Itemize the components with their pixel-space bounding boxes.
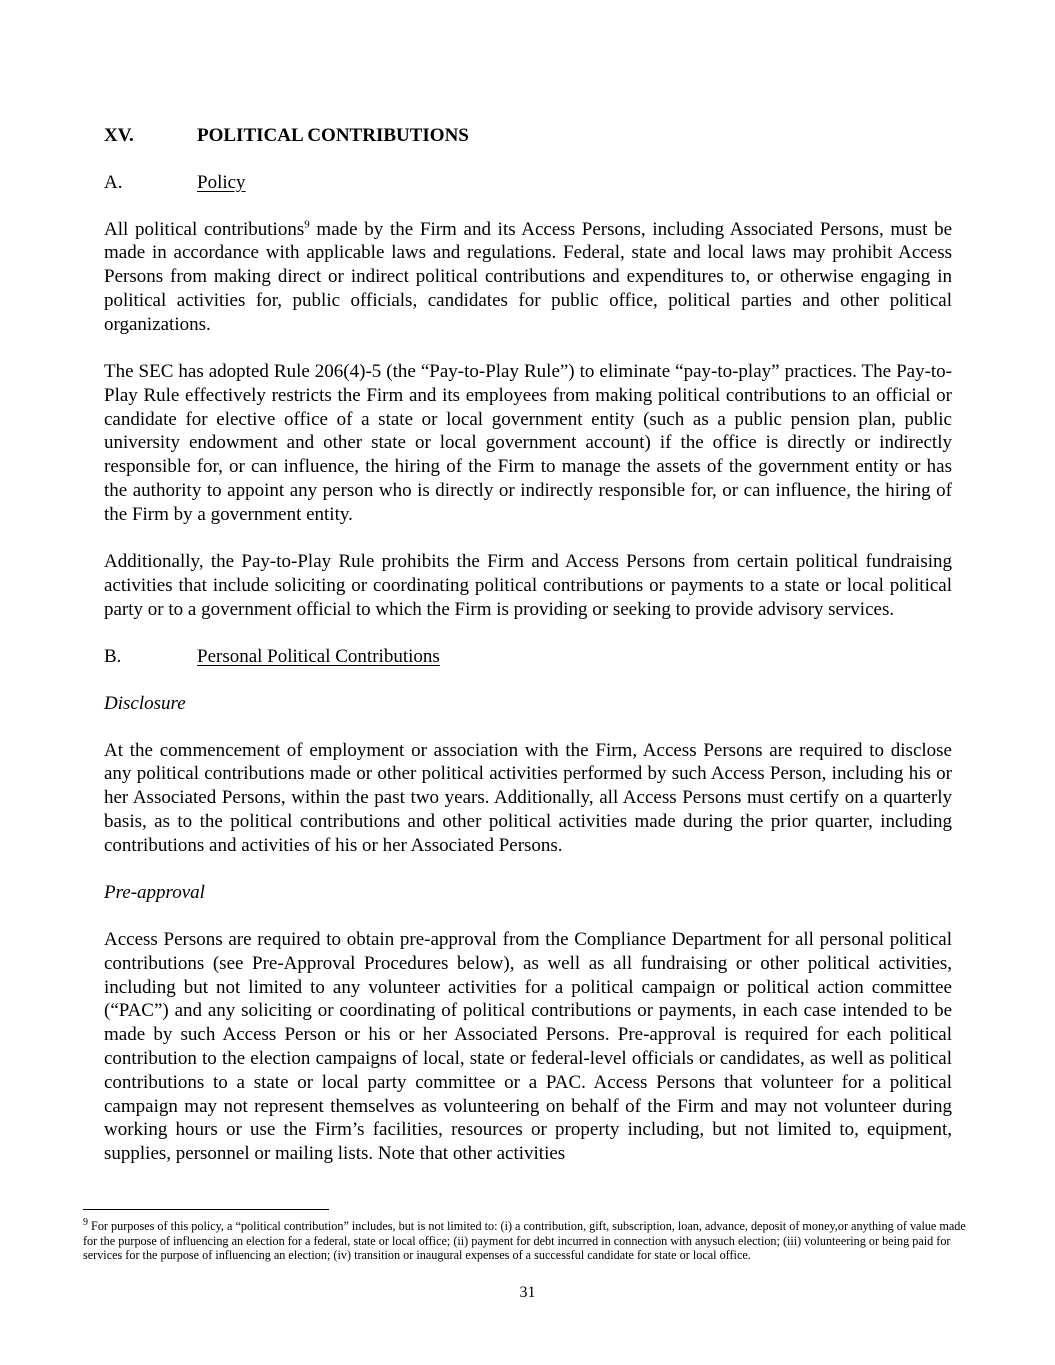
subsection-b-heading	[104, 645, 952, 669]
section-number: XV.	[104, 125, 134, 146]
footnote-9	[83, 1216, 975, 1263]
disclosure-heading: Disclosure	[104, 692, 186, 714]
preapproval-heading: Pre-approval	[104, 882, 205, 904]
page-body	[104, 124, 952, 1189]
policy-paragraph-3: Additionally, the Pay-to-Play Rule prohibits the Firm and Access Persons from certain political fundraising activities that include soliciting or coordinating political contributions or payments to a state or local political party or to a government official to which the Firm is providing or seeking to provide advisory services.	[104, 551, 952, 620]
footnote-marker: 9	[83, 1216, 88, 1228]
page-number: 31	[519, 1284, 536, 1301]
policy-paragraph-1-rest: made by the Firm and its Access Persons, including Associated Persons, must be made in accordance with applicable laws and regulations. Federal, state and local laws may prohibit Access Persons from making direct or indirect political contributions and expenditures to, or otherwise engaging in political activities for, public officials, candidates for public office, political parties and other political organizations.	[104, 218, 953, 335]
subsection-a-heading	[104, 171, 952, 195]
policy-paragraph-2: The SEC has adopted Rule 206(4)-5 (the “Pay-to-Play Rule”) to eliminate “pay-to-play” practices. The Pay-to-Play Rule effectively restricts the Firm and its employees from making political contributions to an official or candidate for elective office of a state or local government entity (such as a public pension plan, public university endowment and other state or local government account) if the office is directly or indirectly responsible for, or can influence, the hiring of the Firm to manage the assets of the government entity or has the authority to appoint any person who is directly or indirectly responsible for, or can influence, the hiring of the Firm by a government entity.	[104, 361, 952, 525]
section-title: POLITICAL CONTRIBUTIONS	[197, 125, 469, 146]
section-heading	[104, 124, 952, 148]
disclosure-paragraph: At the commencement of employment or association with the Firm, Access Persons are required to disclose any political contributions made or other political activities performed by such Access Person, including his or her Associated Persons, within the past two years. Additionally, all Access Persons must certify on a quarterly basis, as to the political contributions and other political activities made during the prior quarter, including contributions and activities of his or her Associated Persons.	[104, 739, 952, 856]
footnote-reference-9[interactable]: 9	[304, 218, 310, 231]
subsection-b-letter: B.	[104, 646, 122, 668]
subsection-b-title: Personal Political Contributions	[197, 646, 440, 668]
footnote-separator	[83, 1209, 329, 1210]
preapproval-paragraph: Access Persons are required to obtain pre-approval from the Compliance Department for all personal political contributions (see Pre-Approval Procedures below), as well as all fundraising or other political activities, including but not limited to any volunteer activities for a political campaign or political action committee (“PAC”) and any soliciting or coordinating of political contributions or payments, in each case intended to be made by such Access Person or his or her Associated Persons. Pre-approval is required for each political contribution to the election campaigns of local, state or federal-level officials or candidates, as well as political contributions to a state or local party committee or a PAC. Access Persons that volunteer for a political campaign may not represent themselves as volunteering on behalf of the Firm and may not volunteer during working hours or use the Firm’s facilities, resources or property including, but not limited to, equipment, supplies, personnel or mailing lists. Note that other activities	[104, 928, 952, 1165]
footnote-text: For purposes of this policy, a “political contribution” includes, but is not limited to: (i) a contribution, gift, subscription, loan, advance, deposit of money,or anything of value made for the purpose of influencing an election for a federal, state or local office; (ii) payment for debt incurred in connection with anysuch election; (iii) volunteering or being paid for services for the purpose of influencing an election; (iv) transition or inaugural expenses of a successful candidate for state or local office.	[83, 1219, 966, 1263]
policy-paragraph-1	[104, 218, 952, 337]
subsection-a-title: Policy	[197, 171, 246, 193]
subsection-a-letter: A.	[104, 171, 123, 193]
policy-paragraph-1-start: All political contributions	[104, 218, 305, 240]
